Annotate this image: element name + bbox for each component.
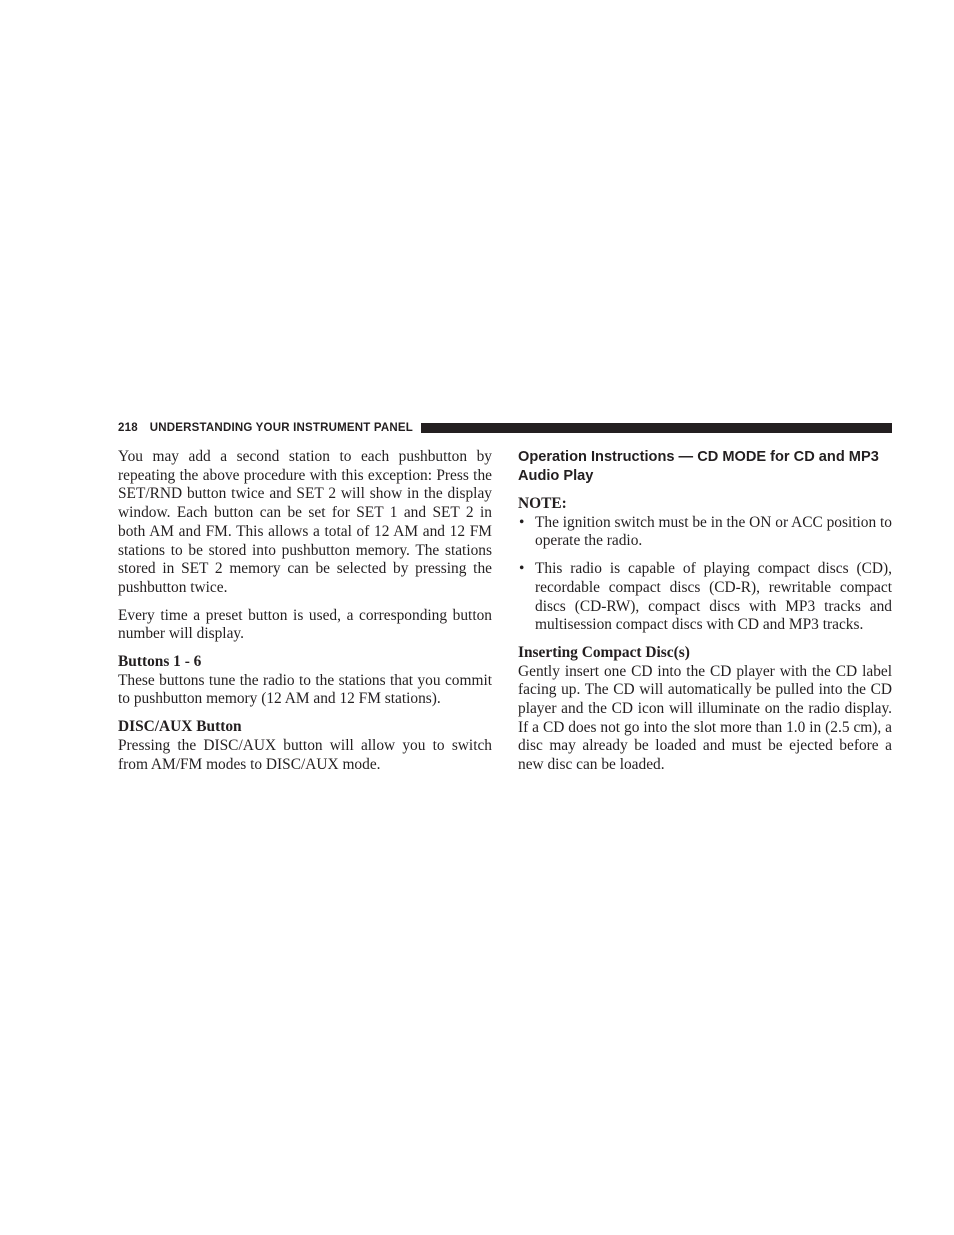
bullet-icon: • (519, 560, 525, 578)
page-header (118, 420, 892, 436)
list-item (518, 560, 892, 635)
preset-display-paragraph: Every time a preset button is used, a corresponding button number will display. (118, 606, 492, 643)
note-bullet-list (518, 514, 892, 635)
inserting-paragraph: Gently insert one CD into the CD player with the CD label facing up. The CD will automatically be pulled into the CD player and the CD icon will illuminate on the radio display. If a CD does not go into the slot more than 1.0 in (2.5 cm), a disc may already be loaded and must be ejected before a new disc can be loaded. (518, 662, 892, 774)
bullet-text: The ignition switch must be in the ON or ACC position to operate the radio. (535, 513, 892, 550)
cd-mode-section-heading: Operation Instructions — CD MODE for CD and MP3 Audio Play (518, 449, 879, 484)
header-rule (421, 423, 892, 433)
bullet-text: This radio is capable of playing compact discs (CD), recordable compact discs (CD-R), rewritable compact discs (CD-RW), compact discs with MP3 tracks and multisession compact discs with CD and MP3 tracks. (535, 560, 892, 634)
inserting-heading: Inserting Compact Disc(s) (518, 643, 690, 661)
list-item (518, 514, 892, 551)
left-column (118, 448, 492, 774)
chapter-title: UNDERSTANDING YOUR INSTRUMENT PANEL (149, 422, 413, 434)
disc-aux-heading: DISC/AUX Button (118, 718, 242, 736)
disc-aux-paragraph: Pressing the DISC/AUX button will allow you to switch from AM/FM modes to DISC/AUX mode. (118, 736, 492, 773)
buttons-paragraph: These buttons tune the radio to the stations that you commit to pushbutton memory (12 AM and 12 FM stations). (118, 671, 492, 708)
note-label: NOTE: (518, 495, 567, 512)
bullet-icon: • (519, 513, 525, 531)
buttons-heading: Buttons 1 - 6 (118, 653, 202, 671)
right-column (518, 448, 892, 775)
second-station-paragraph: You may add a second station to each pushbutton by repeating the above procedure with this exception: Press the SET/RND button twice and SET 2 will show in the display window. Each button can be set for SET 1 and SET 2 in both AM and FM. This allows a total of 12 AM and 12 FM stations to be stored into pushbutton memory. The stations stored in SET 2 memory can be selected by pressing the pushbutton twice. (118, 448, 492, 596)
page-number: 218 (118, 422, 138, 434)
